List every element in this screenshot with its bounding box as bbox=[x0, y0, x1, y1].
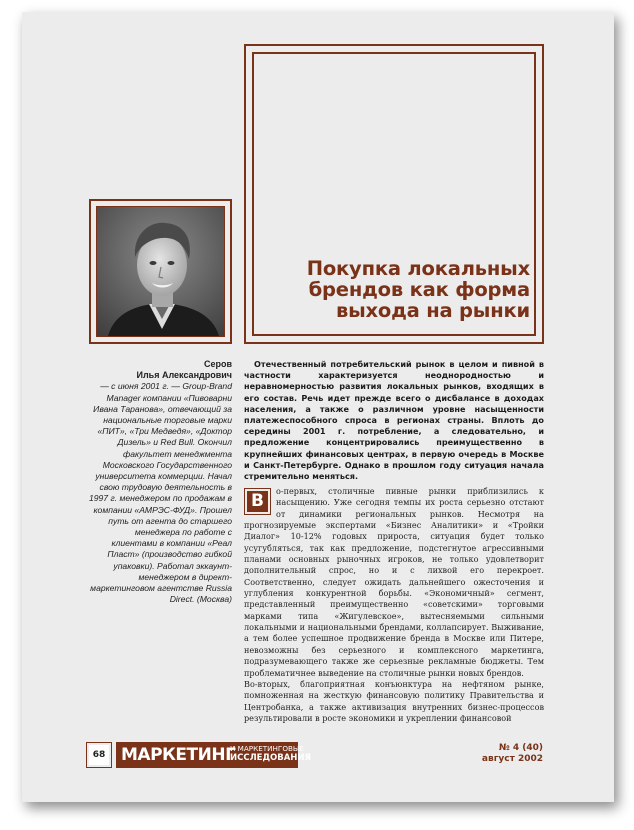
lead-paragraph: Отечественный потребительский рынок в целом и пивной в частности характеризуется неоднородностью и неравномерностью развития локальных рынков, входящих в его состав. Речь идет прежде всего о дисбалансе в доходах населения, а также о различном уровне насыщенности платежеспособного спроса в регионах страны. Вплоть до середины 2001 г. потребление, а следовательно, и предложение концентрировались преимущественно в крупнейших финансовых центрах, в первую очередь в Москве и Санкт-Петербурге. Однако в прошлом году ситуация начала стремительно меняться. bbox=[244, 359, 544, 482]
drop-cap-letter: В bbox=[247, 491, 268, 512]
author-sidebar bbox=[88, 359, 232, 605]
author-photo-frame bbox=[89, 199, 232, 344]
article-title-line-3: выхода на рынки bbox=[335, 299, 530, 322]
issue-date: август 2002 bbox=[481, 754, 543, 764]
article-title-line-1: Покупка локальных bbox=[306, 257, 530, 280]
issue-info bbox=[482, 743, 543, 765]
article-title-line-2: брендов как форма bbox=[308, 278, 530, 301]
magazine-logo-name: МАРКЕТИНГ bbox=[121, 745, 236, 765]
author-given-names: Илья Александрович bbox=[136, 370, 232, 381]
article-title bbox=[268, 258, 530, 321]
author-surname: Серов bbox=[203, 359, 232, 369]
page-number-box bbox=[86, 742, 112, 768]
drop-cap bbox=[244, 488, 271, 515]
body-paragraph-1: о-первых, столичные пивные рынки приблизились к насыщению. Уже сегодня темпы их роста серьезно отстают от динамики региональных рынков. Несмотря на прогнозируемые экспертами «Бизнес Аналитики» и «Тройки Диалог» 10-12% годовых прироста, ситуация будет только усугубляться, так как предложение, подстегнутое агрессивными планами основных рыночных игроков, не только удовлетворит дополнительный спрос, но и с лихвой его перекроет. Соответственно, следует ожидать дальнейшего ожесточения и углубления конкурентной борьбы. «Экономичный» сегмент, представленный преимущественно «советскими» торговыми марками типа «Жигулевское», вытесняемыми сильными локальными и национальными брендами, коллапсирует. Выживание, а тем более успешное продвижение бренда в Москве или Питере, невозможны без серьезного и комплексного маркетинга, подразумевающего также же серьезные рекламные бюджеты. Тем проблематичнее выведение на столичные рынки новых брендов. bbox=[244, 486, 544, 678]
article-body bbox=[244, 486, 544, 724]
magazine-logo-subtitle bbox=[230, 745, 311, 762]
article-lead bbox=[244, 359, 544, 482]
body-paragraph-2: Во-вторых, благоприятная конъюнктура на нефтяном рынке, помноженная на жесткую финансовую политику Правительства и Центробанка, а также активизация внутренних бизнес-процессов результировали в росте экономики и укреплении финансовой bbox=[244, 678, 544, 723]
author-portrait-image bbox=[97, 207, 225, 337]
author-photo bbox=[96, 206, 225, 337]
magazine-logo-subtitle-1: И МАРКЕТИНГОВЫЕ bbox=[230, 744, 304, 753]
issue-number: № 4 (40) bbox=[498, 743, 543, 753]
author-bio: — с июня 2001 г. — Group-Brand Manager компании «Пивоварни Ивана Таранова», отвечающий за национальные торговые марки «ПИТ», «Три Медведя», «Доктор Дизель» и Red Bull. Окончил факультет менеджмента Московского Государственного университета коммерции. Начал свою трудовую деятельность в 1997 г. менеджером по продажам в компании «АМРЭС-ФУД». Прошел путь от агента до старшего менеджера по работе с клиентами в компании «Реал Пласт» (производство гибкой упаковки). Работал эккаунт-менеджером в директ-маркетинговом агентстве Russia Direct. (Москва) bbox=[88, 381, 232, 605]
page-number: 68 bbox=[89, 745, 109, 765]
magazine-logo-subtitle-2: ИССЛЕДОВАНИЯ bbox=[230, 752, 312, 763]
